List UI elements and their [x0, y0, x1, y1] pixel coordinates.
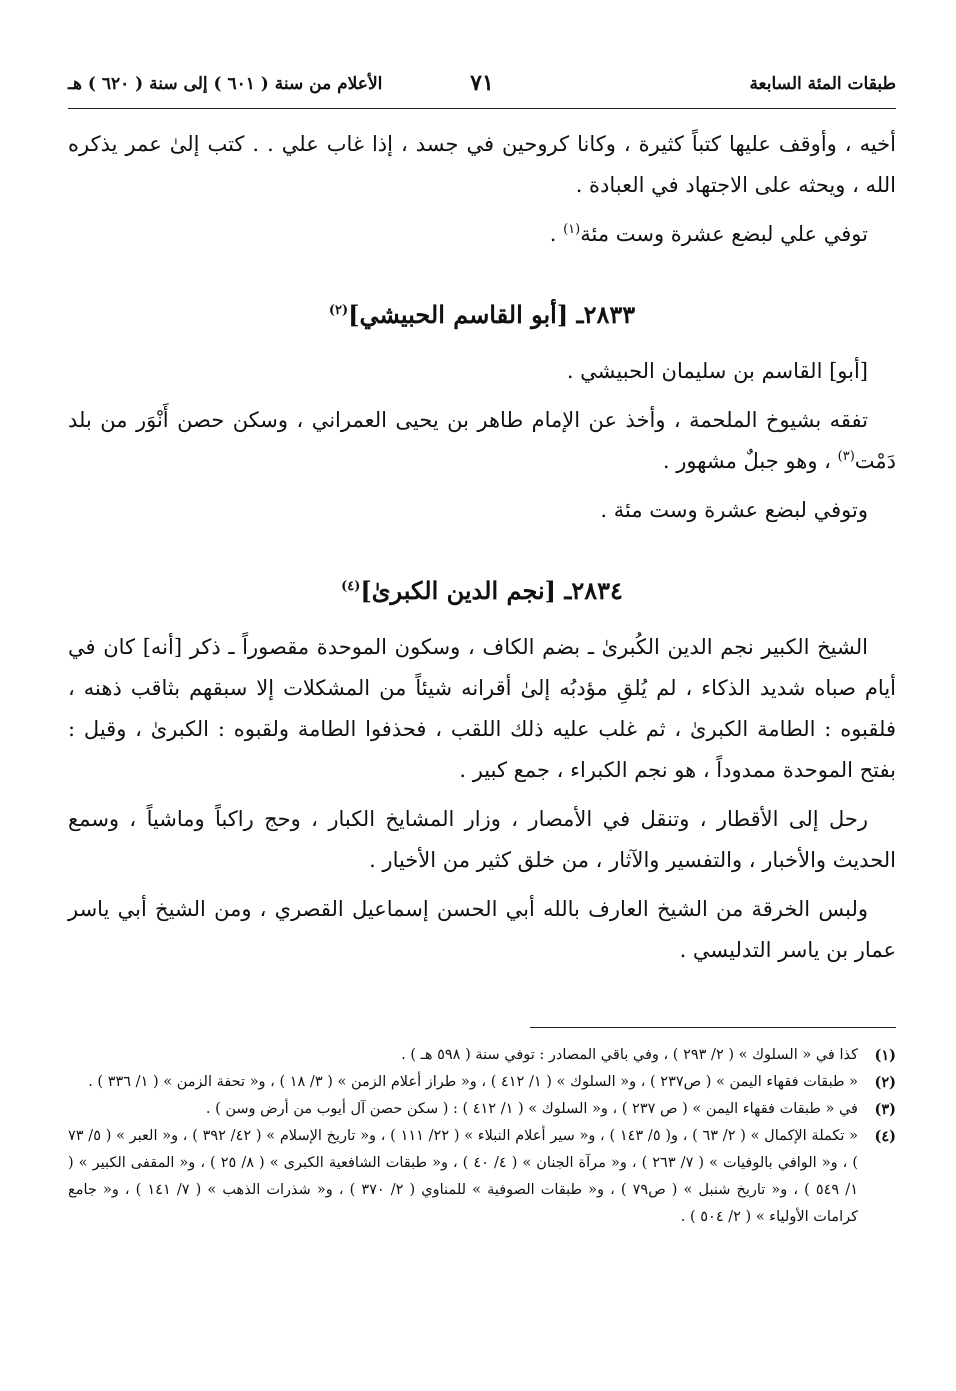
footnote-number: (١)	[874, 1047, 896, 1064]
footnote-4	[68, 1123, 896, 1231]
footnote-ref-1[interactable]: (١)	[563, 222, 581, 237]
footnote-text: كذا في « السلوك » ( ٢/ ٢٩٣ ) ، وفي باقي المصادر : توفي سنة ( ٥٩٨ هـ ) .	[401, 1047, 858, 1063]
header-book-section: طبقات المئة السابعة	[749, 74, 896, 94]
entry-heading-2833	[68, 293, 896, 337]
paragraph-4	[68, 400, 896, 482]
footnote-text: في « طبقات فقهاء اليمن » ( ص ٢٣٧ ) ، و« السلوك » ( ١/ ٤١٢ ) : ( سكن حصن آل أيوب من أرض وسن ) .	[205, 1101, 858, 1117]
footnote-number: (٤)	[874, 1128, 896, 1145]
paragraph-5: وتوفي لبضع عشرة وست مئة .	[600, 498, 868, 522]
paragraph-7: رحل إلى الأقطار ، وتنقل في الأمصار ، وزار المشايخ الكبار ، وحج راكباً وماشياً ، وسمع الحديث والأخبار ، والتفسير والآثار ، من خلق كثير من الأخيار .	[68, 807, 896, 872]
footnote-ref-2[interactable]: (٢)	[328, 303, 349, 318]
paragraph-8: ولبس الخرقة من الشيخ العارف بالله أبي الحسن إسماعيل القصري ، ومن الشيخ أبي ياسر عمار بن ياسر التدليسي .	[68, 897, 896, 962]
footnote-number: (٢)	[874, 1074, 896, 1091]
entry-heading-2833-text: ٢٨٣٣ـ [أبو القاسم الحبيشي]	[348, 300, 636, 329]
header-range: الأعلام من سنة ( ٦٠١ ) إلى سنة ( ٦٢٠ ) هـ	[68, 74, 383, 94]
footnote-ref-4[interactable]: (٤)	[341, 579, 361, 594]
footnote-text: « طبقات فقهاء اليمن » ( ص٢٣٧ ) ، و« السلوك » ( ١/ ٤١٢ ) ، و« طراز أعلام الزمن » ( ٣/ ١٨ ) ، و« تحفة الزمن » ( ١/ ٣٣٦ ) .	[88, 1074, 858, 1090]
entry-heading-2834	[68, 569, 896, 613]
footnote-divider	[530, 1027, 896, 1028]
footnote-text: « تكملة الإكمال » ( ٢/ ٦٣ ) ، و( ٥/ ١٤٣ ) ، و« سير أعلام النبلاء » ( ٢٢/ ١١١ ) ، و« تاريخ الإسلام » ( ٤٢/ ٣٩٢ ) ، و« العبر » ( ٥/ ٧٣ ) ، و« الوافي بالوفيات » ( ٧/ ٢٦٣ ) ، و« مرآة الجنان » ( ٤/ ٤٠ ) ، و« طبقات الشافعية الكبرى » ( ٨/ ٢٥ ) ، و« المقفى الكبير » ( ١/ ٥٤٩ ) ، و« تاريخ شنبل » ( ص٧٩ ) ، و« طبقات الصوفية » للمناوي ( ٢/ ٣٧٠ ) ، و« شذرات الذهب » ( ٧/ ١٤١ ) ، و« جامع كرامات الأولياء » ( ٢/ ٥٠٤ ) .	[68, 1128, 859, 1225]
paragraph-4-text: تفقه بشيوخ الملحمة ، وأخذ عن الإمام طاهر بن يحيى العمراني ، وسكن حصن أَنْوَر من بلد دَمْت	[68, 408, 896, 473]
footnote-3	[68, 1096, 896, 1123]
paragraph-2-text: توفي علي لبضع عشرة وست مئة	[580, 222, 868, 246]
header-divider	[68, 108, 896, 109]
footnote-ref-3[interactable]: (٣)	[837, 449, 855, 464]
paragraph-2	[68, 214, 896, 255]
paragraph-1: أخيه ، وأوقف عليها كتباً كثيرة ، وكانا كروحين في جسد ، إذا غاب علي . . كتب إلىٰ عمر يذكره الله ، ويحثه على الاجتهاد في العبادة .	[68, 132, 896, 197]
paragraph-2-end: .	[549, 222, 564, 246]
main-text	[68, 124, 896, 979]
paragraph-4-end: ، وهو جبلٌ مشهور .	[662, 449, 838, 473]
footnote-2	[68, 1069, 896, 1096]
paragraph-3: [أبو] القاسم بن سليمان الحبيشي .	[566, 359, 868, 383]
paragraph-6: الشيخ الكبير نجم الدين الكُبرىٰ ـ بضم الكاف ، وسكون الموحدة مقصوراً ـ ذكر [أنه] كان في أيام صباه شديد الذكاء ، لم يُلقِ مؤدبُه إلىٰ أقرانه شيئاً من المشكلات إلا سبقهم بثاقب ذهنه ، فلقبوه : الطامة الكبرىٰ ، ثم غلب عليه ذلك اللقب ، فحذفوا الطامة ولقبوه : الكبرىٰ ، وقيل : بفتح الموحدة ممدوداً ، هو نجم الكبراء ، جمع كبير .	[68, 635, 896, 782]
running-header	[68, 70, 896, 102]
entry-heading-2834-text: ٢٨٣٤ـ [نجم الدين الكبرىٰ]	[360, 576, 623, 605]
footnote-1	[68, 1042, 896, 1069]
page-number: ٧١	[470, 70, 494, 96]
footnotes	[68, 1042, 896, 1231]
footnote-number: (٣)	[874, 1101, 896, 1118]
